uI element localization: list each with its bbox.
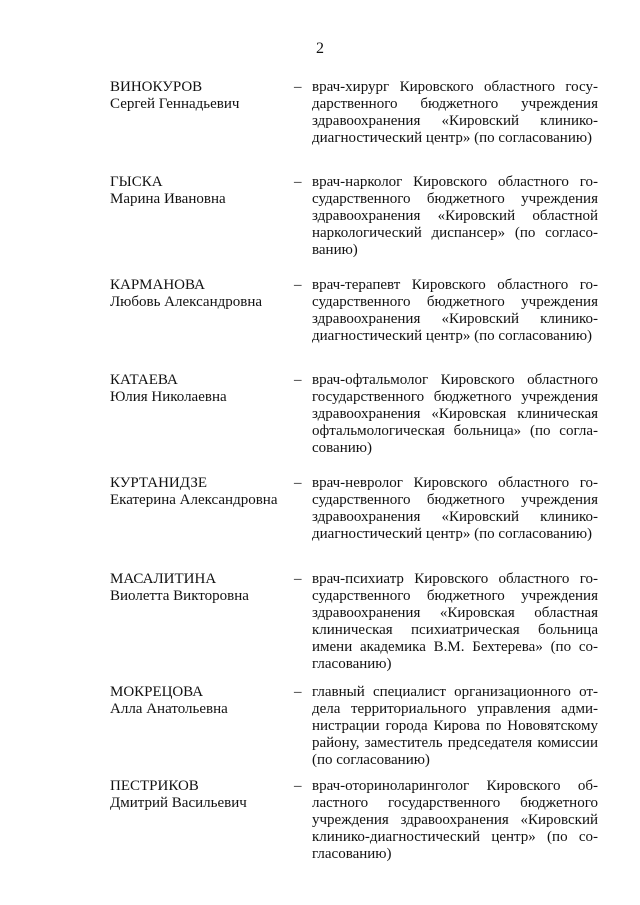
member-dash: – xyxy=(294,174,302,190)
member-name: Сергей Геннадьевич xyxy=(110,96,240,112)
member-name: Любовь Александровна xyxy=(110,294,262,310)
member-name: Юлия Николаевна xyxy=(110,389,227,405)
member-role: врач-офтальмолог Кировского областного государственного бюджетного учреждения здравоохранения «Кировская клиническая офтальмологическая больница» (по согласованию) xyxy=(312,372,598,456)
member-dash: – xyxy=(294,79,302,95)
member-surname: КАТАЕВА xyxy=(110,372,178,388)
member-person xyxy=(110,778,290,812)
member-role: врач-хирург Кировского областного государственного бюджетного учреждения здравоохранения «Кировский клинико-диагностический центр» (по согласованию) xyxy=(312,79,598,146)
member-person xyxy=(110,174,290,208)
member-surname: КАРМАНОВА xyxy=(110,277,205,293)
member-dash: – xyxy=(294,372,302,388)
member-name: Дмитрий Васильевич xyxy=(110,795,247,811)
member-name: Виолетта Викторовна xyxy=(110,588,249,604)
member-person xyxy=(110,372,290,406)
member-person xyxy=(110,571,290,605)
member-name: Марина Ивановна xyxy=(110,191,226,207)
member-person xyxy=(110,277,290,311)
member-person xyxy=(110,475,290,509)
member-role: врач-терапевт Кировского областного государственного бюджетного учреждения здравоохранения «Кировский клинико-диагностический центр» (по согласованию) xyxy=(312,277,598,344)
member-role: врач-нарколог Кировского областного государственного бюджетного учреждения здравоохранения «Кировский областной наркологический диспансер» (по согласованию) xyxy=(312,174,598,258)
member-person xyxy=(110,79,290,113)
member-dash: – xyxy=(294,277,302,293)
member-dash: – xyxy=(294,778,302,794)
member-surname: ГЫСКА xyxy=(110,174,163,190)
page-number: 2 xyxy=(316,40,324,57)
member-name: Алла Анатольевна xyxy=(110,701,228,717)
member-role: главный специалист организационного отдела территориального управления администрации города Кирова по Нововятскому району, заместитель председателя комиссии (по согласованию) xyxy=(312,684,598,768)
member-surname: МАСАЛИТИНА xyxy=(110,571,217,587)
member-name: Екатерина Александровна xyxy=(110,492,278,508)
member-surname: МОКРЕЦОВА xyxy=(110,684,204,700)
member-dash: – xyxy=(294,684,302,700)
member-surname: КУРТАНИДЗЕ xyxy=(110,475,208,491)
member-dash: – xyxy=(294,571,302,587)
member-role: врач-невролог Кировского областного государственного бюджетного учреждения здравоохранения «Кировский клинико-диагностический центр» (по согласованию) xyxy=(312,475,598,542)
member-dash: – xyxy=(294,475,302,491)
member-person xyxy=(110,684,290,718)
member-surname: ПЕСТРИКОВ xyxy=(110,778,199,794)
member-role: врач-оториноларинголог Кировского областного государственного бюджетного учреждения здравоохранения «Кировский клинико-диагностический центр» (по согласованию) xyxy=(312,778,598,862)
member-surname: ВИНОКУРОВ xyxy=(110,79,203,95)
member-role: врач-психиатр Кировского областного государственного бюджетного учреждения здравоохранения «Кировская областная клиническая психиатрическая больница имени академика В.М. Бехтерева» (по согласованию) xyxy=(312,571,598,672)
